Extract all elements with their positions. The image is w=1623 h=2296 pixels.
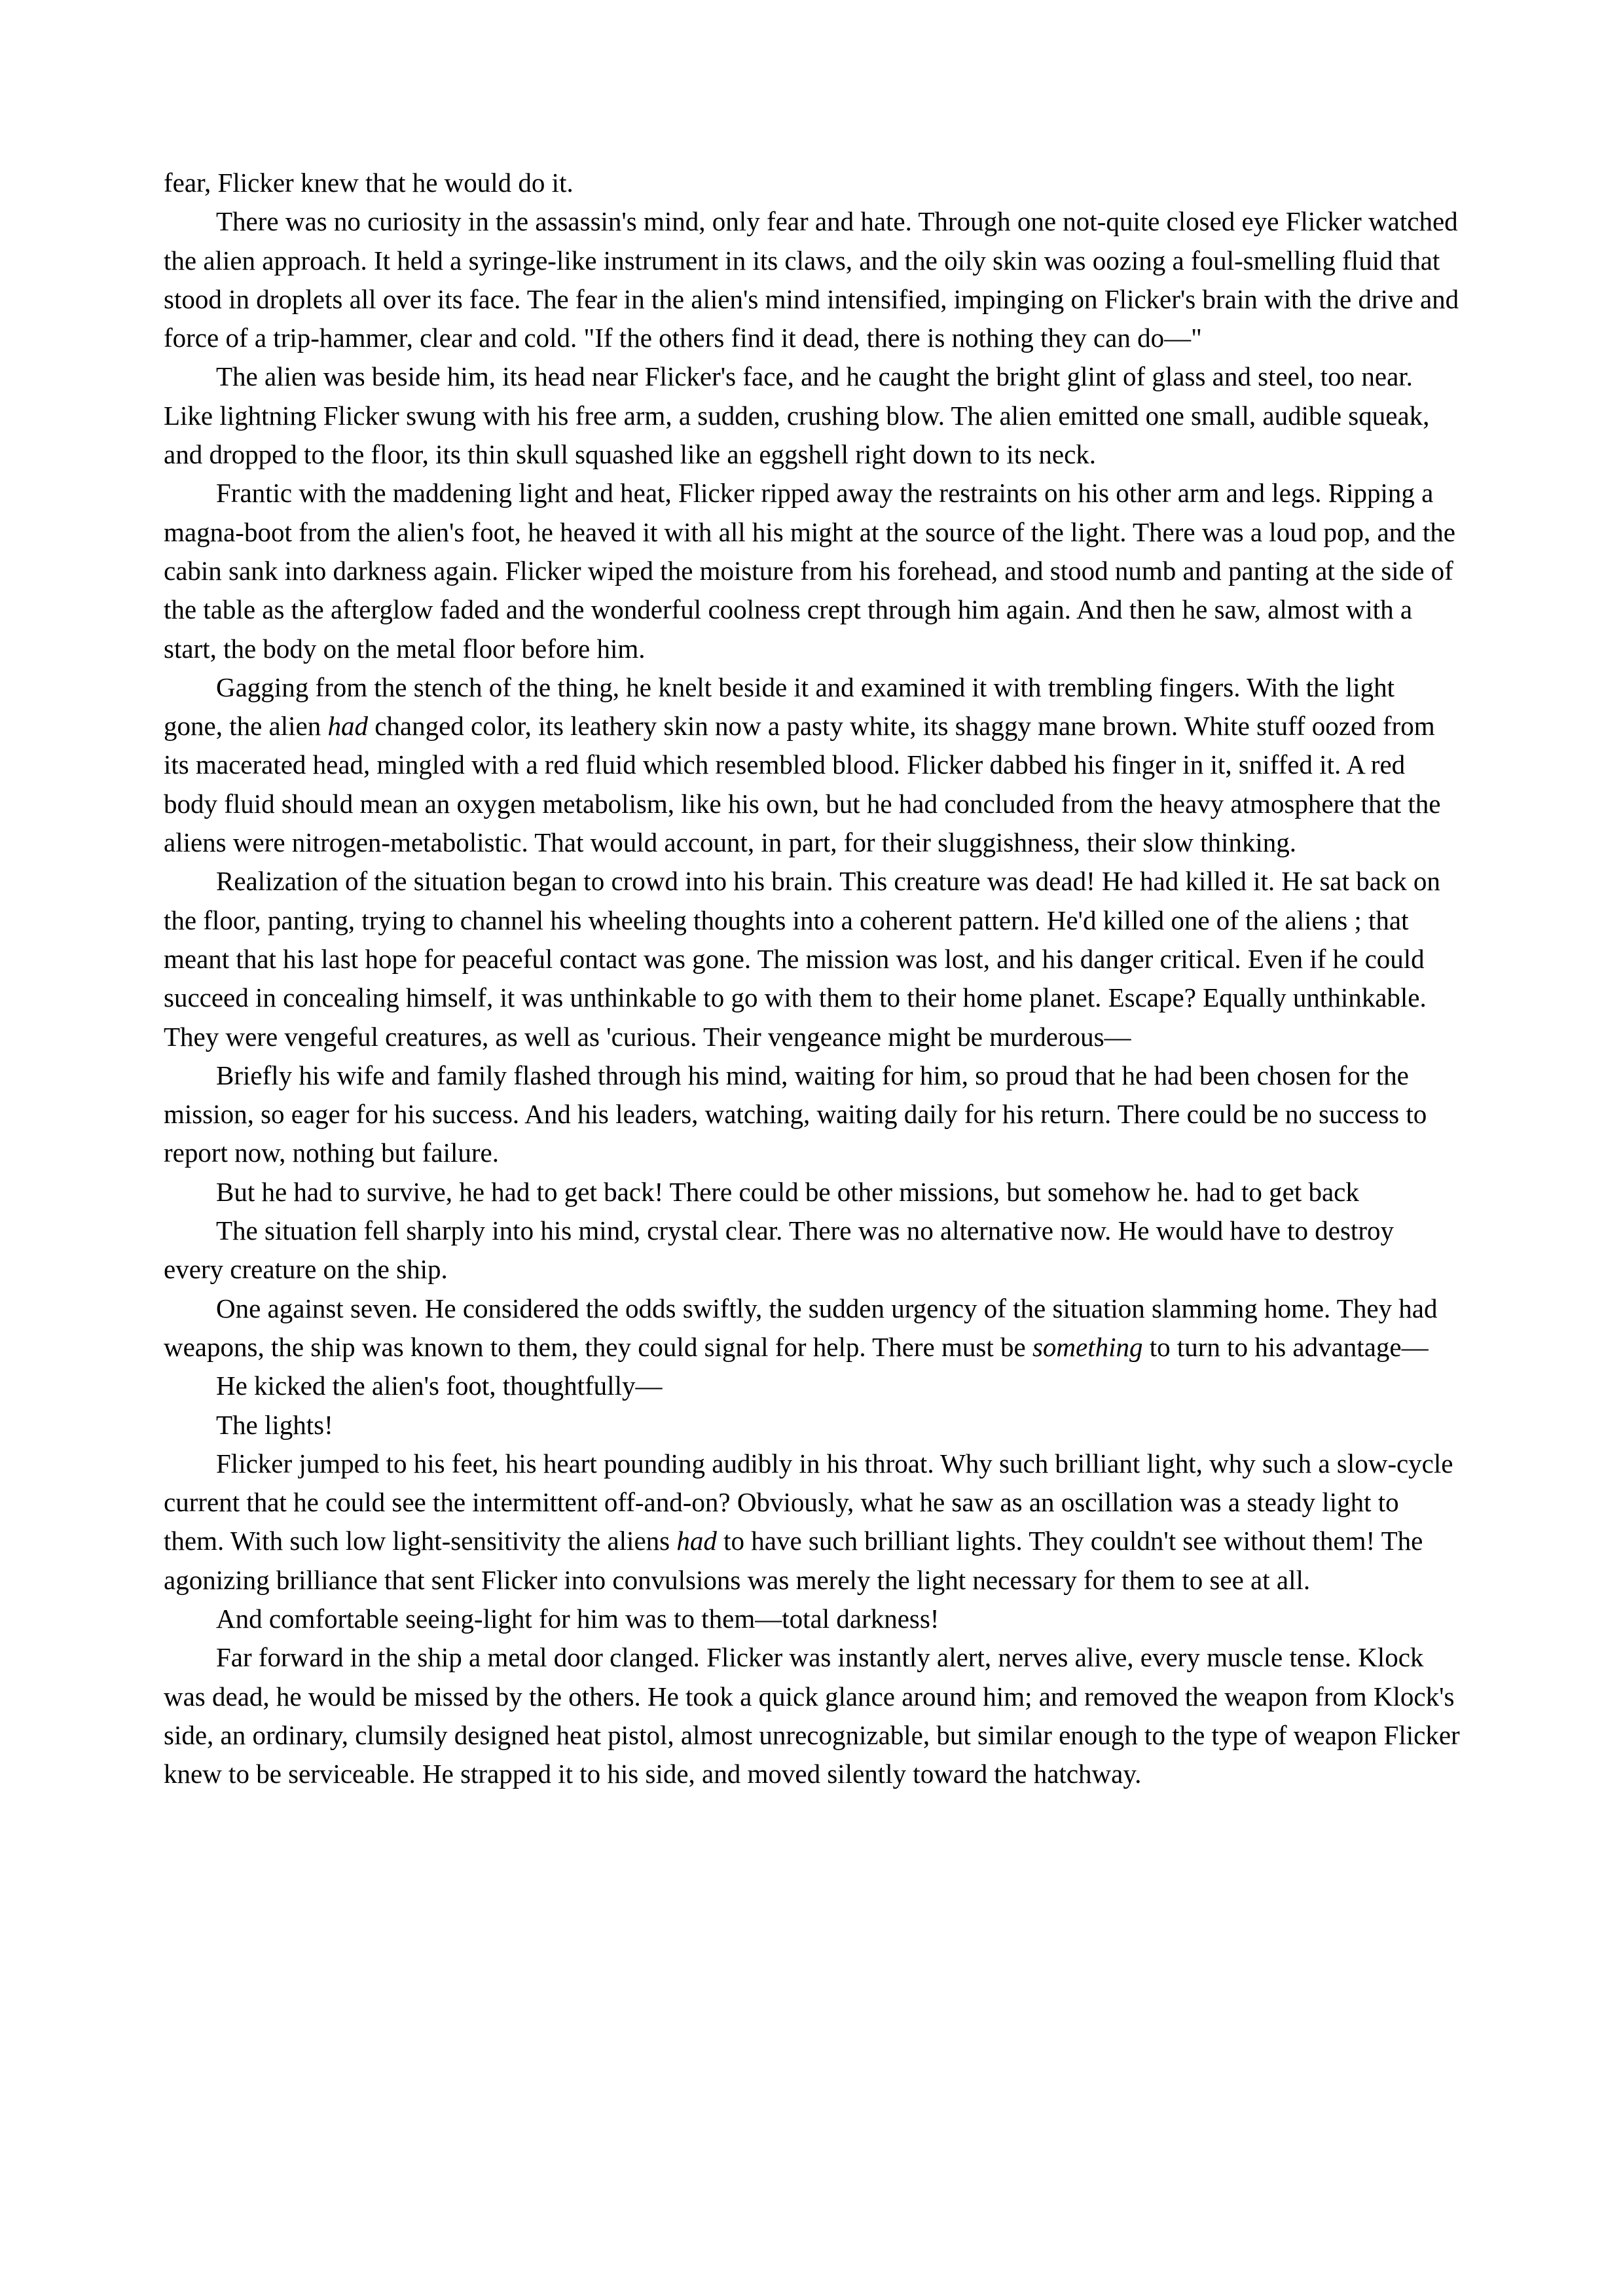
paragraph — [164, 1406, 1460, 1444]
text-run: fear, Flicker knew that he would do it. — [164, 168, 574, 198]
paragraph — [164, 357, 1460, 474]
paragraph — [164, 1289, 1460, 1367]
text-run: to have such brilliant lights. They couldn't see without them! The agonizing brilliance that sent Flicker into convulsions was merely the light necessary for them to see at all. — [164, 1526, 1423, 1595]
text-run: Gagging from the stench of the thing, he knelt beside it and examined it with trembling fingers. With the light gone, the alien — [164, 672, 1395, 742]
paragraph — [164, 862, 1460, 1056]
text-run: But he had to survive, he had to get back! There could be other missions, but somehow he. had to get back — [216, 1176, 1359, 1207]
emphasized-text: had — [327, 711, 368, 742]
paragraph — [164, 1367, 1460, 1405]
text-run: He kicked the alien's foot, thoughtfully— — [216, 1371, 663, 1401]
text-run: The alien was beside him, its head near Flicker's face, and he caught the bright glint of glass and steel, too near. Like lightning Flicker swung with his free arm, a sudden, crushing blow. The alien emitted one small, audible squeak, and dropped to the floor, its thin skull squashed like an eggshell right down to its neck. — [164, 361, 1430, 470]
text-run: The situation fell sharply into his mind, crystal clear. There was no alternative now. He would have to destroy every creature on the ship. — [164, 1215, 1394, 1285]
text-run: Frantic with the maddening light and heat, Flicker ripped away the restraints on his other arm and legs. Ripping a magna-boot from the alien's foot, he heaved it with all his might at the source of the light. There was a loud pop, and the cabin sank into darkness again. Flicker wiped the moisture from his forehead, and stood numb and panting at the side of the table as the afterglow faded and the wonderful coolness crept through him again. And then he saw, almost with a start, the body on the metal floor before him. — [164, 478, 1455, 664]
text-run: There was no curiosity in the assassin's mind, only fear and hate. Through one not-quite closed eye Flicker watched the alien approach. It held a syringe-like instrument in its claws, and the oily skin was oozing a foul-smelling fluid that stood in droplets all over its face. The fear in the alien's mind intensified, impinging on Flicker's brain with the drive and force of a trip-hammer, clear and cold. "If the others find it dead, there is nothing they can do—" — [164, 206, 1459, 353]
paragraph — [164, 474, 1460, 668]
text-run: changed color, its leathery skin now a pasty white, its shaggy mane brown. White stuff oozed from its macerated head, mingled with a red fluid which resembled blood. Flicker dabbed his finger in it, sniffed it. A red body fluid should mean an oxygen metabolism, like his own, but he had concluded from the heavy atmosphere that the aliens were nitrogen-metabolistic. That would account, in part, for their sluggishness, their slow thinking. — [164, 711, 1441, 858]
text-run: Realization of the situation began to crowd into his brain. This creature was dead! He had killed it. He sat back on the floor, panting, trying to channel his wheeling thoughts into a coherent pattern. He'd killed one of the aliens ; that meant that his last hope for peaceful contact was gone. The mission was lost, and his danger critical. Even if he could succeed in concealing himself, it was unthinkable to go with them to their home planet. Escape? Equally unthinkable. They were vengeful creatures, as well as 'curious. Their vengeance might be murderous— — [164, 866, 1440, 1052]
paragraph — [164, 164, 1460, 202]
paragraph — [164, 1056, 1460, 1173]
paragraph — [164, 668, 1460, 862]
document-body — [164, 164, 1460, 1793]
text-run: to turn to his advantage— — [1142, 1331, 1429, 1362]
emphasized-text: had — [676, 1526, 717, 1556]
emphasized-text: something — [1032, 1331, 1143, 1362]
text-run: The lights! — [216, 1409, 333, 1440]
text-run: And comfortable seeing-light for him was to them—total darkness! — [216, 1603, 939, 1634]
text-run: Briefly his wife and family flashed through his mind, waiting for him, so proud that he had been chosen for the mission, so eager for his success. And his leaders, watching, waiting daily for his return. There could be no success to report now, nothing but failure. — [164, 1060, 1427, 1168]
document-page — [164, 164, 1460, 2193]
paragraph — [164, 1444, 1460, 1600]
text-run: Flicker jumped to his feet, his heart pounding audibly in his throat. Why such brilliant light, why such a slow-cycle current that he could see the intermittent off-and-on? Obviously, what he saw as an oscillation was a steady light to them. With such low light-sensitivity the aliens — [164, 1448, 1453, 1556]
text-run: One against seven. He considered the odds swiftly, the sudden urgency of the situation slamming home. They had weapons, the ship was known to them, they could signal for help. There must be — [164, 1293, 1438, 1362]
paragraph — [164, 1600, 1460, 1638]
text-run: Far forward in the ship a metal door clanged. Flicker was instantly alert, nerves alive, every muscle tense. Klock was dead, he would be missed by the others. He took a quick glance around him; and removed the weapon from Klock's side, an ordinary, clumsily designed heat pistol, almost unrecognizable, but similar enough to the type of weapon Flicker knew to be serviceable. He strapped it to his side, and moved silently toward the hatchway. — [164, 1642, 1460, 1789]
paragraph — [164, 1638, 1460, 1793]
paragraph — [164, 1211, 1460, 1289]
paragraph — [164, 1173, 1460, 1211]
paragraph — [164, 202, 1460, 357]
